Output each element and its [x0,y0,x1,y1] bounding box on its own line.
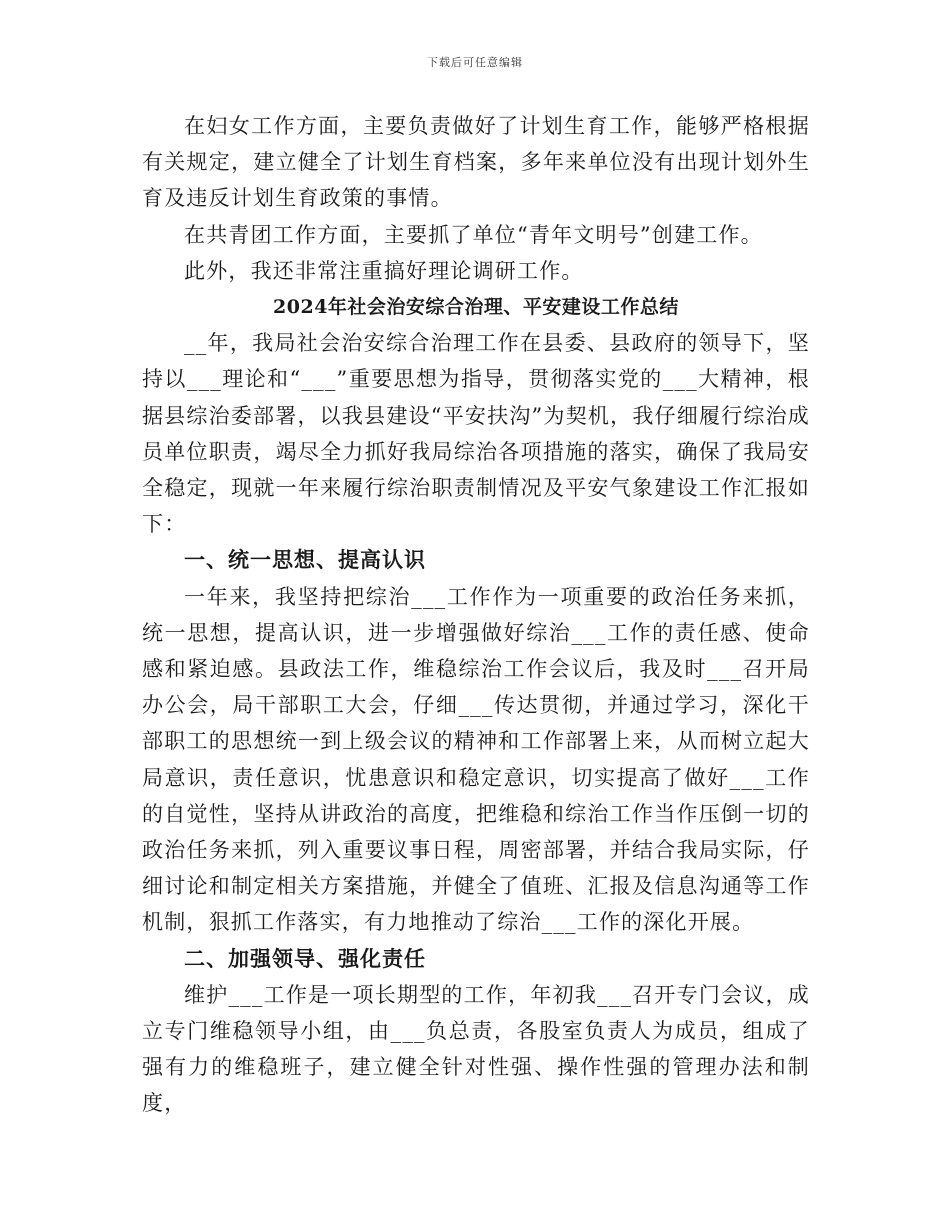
page-header-note: 下载后可任意编辑 [427,56,523,69]
section-body-2: 维护___工作是一项长期型的工作，年初我___召开专门会议，成立专门维稳领导小组，由___负总责，各股室负责人为成员，组成了强有力的维稳班子，建立健全针对性强、操作性强的管理办法和制度， [142,982,810,1116]
paragraph-youth-league: 在共青团工作方面，主要抓了单位“青年文明号”创建工作。 [184,222,763,247]
section-heading-2: 二、加强领导、强化责任 [184,946,426,971]
paragraph-women-work: 在妇女工作方面，主要负责做好了计划生育工作，能够严格根据有关规定，建立健全了计划生育档案，多年来单位没有出现计划外生育及违反计划生育政策的事情。 [142,114,810,211]
paragraph-intro: __年，我局社会治安综合治理工作在县委、县政府的领导下，坚持以___理论和“___”重要思想为指导，贯彻落实党的___大精神，根据县综治委部署，以我县建设“平安扶沟”为契机，我仔细履行综治成员单位职责，竭尽全力抓好我局综治各项措施的落实，确保了我局安全稳定，现就一年来履行综治职责制情况及平安气象建设工作汇报如下： [142,331,810,537]
document-title: 2024年社会治安综合治理、平安建设工作总结 [273,296,679,319]
section-body-1: 一年来，我坚持把综治___工作作为一项重要的政治任务来抓，统一思想，提高认识，进一步增强做好综治___工作的责任感、使命感和紧迫感。县政法工作，维稳综治工作会议后，我及时___召开局办公会，局干部职工大会，仔细___传达贯彻，并通过学习，深化干部职工的思想统一到上级会议的精神和工作部署上来，从而树立起大局意识，责任意识，忧患意识和稳定意识，切实提高了做好___工作的自觉性，坚持从讲政治的高度，把维稳和综治工作当作压倒一切的政治任务来抓，列入重要议事日程，周密部署，并结合我局实际，仔细讨论和制定相关方案措施，并健全了值班、汇报及信息沟通等工作机制，狠抓工作落实，有力地推动了综治___工作的深化开展。 [142,584,810,935]
document-body [142,108,810,1122]
section-heading-1: 一、统一思想、提高认识 [184,548,426,573]
paragraph-research: 此外，我还非常注重搞好理论调研工作。 [184,258,584,283]
